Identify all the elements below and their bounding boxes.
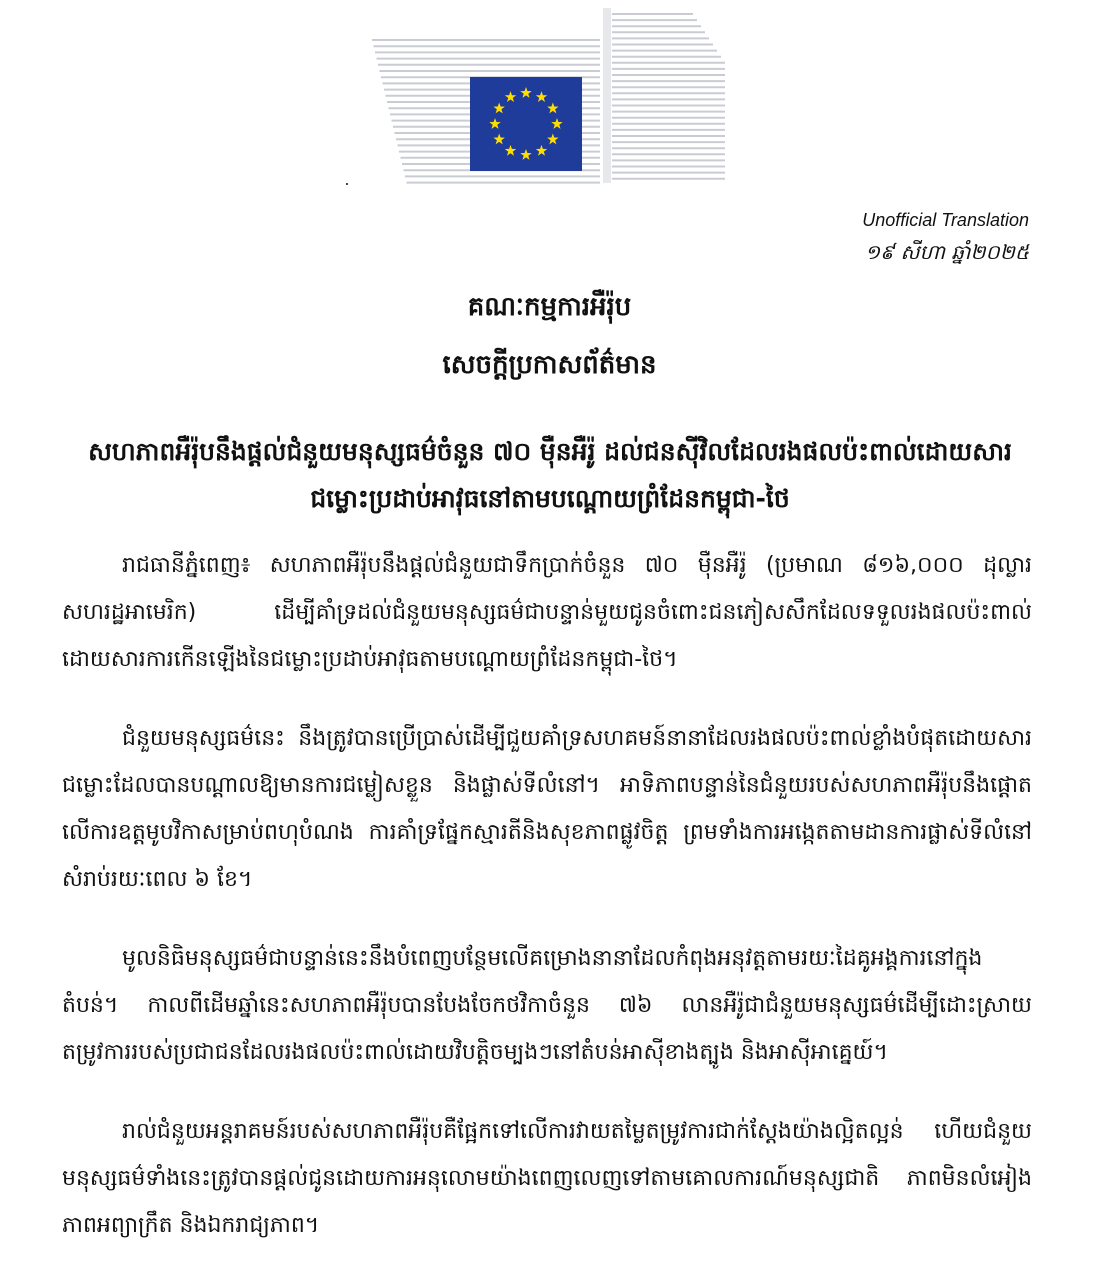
document-title — [0, 282, 1099, 390]
document-type: សេចក្តីប្រកាសព័ត៌មាន — [442, 350, 657, 380]
paragraph-3: មូលនិធិមនុស្សធម៌ជាបន្ទាន់នេះនឹងបំពេញបន្ថែមលើគម្រោងនានាដែលកំពុងអនុវត្តតាមរយៈដៃគូអង្គការនៅក្នុងតំបន់។ កាលពីដើមឆ្នាំនេះសហភាពអឺរ៉ុបបានបែងចែកថវិកាចំនួន ៧៦ លានអឺរ៉ូជាជំនួយមនុស្សធម៌ដើម្បីដោះស្រាយតម្រូវការរបស់ប្រជាជនដែលរងផលប៉ះពាល់ដោយវិបត្តិចម្បងៗនៅតំបន់អាស៊ីខាងត្បូង និងអាស៊ីអាគ្នេយ៍។ — [62, 946, 1032, 1065]
paragraph-1: រាជធានីភ្នំពេញ៖ សហភាពអឺរ៉ុបនឹងផ្តល់ជំនួយជាទឹកប្រាក់ចំនួន ៧០ ម៉ឺនអឺរ៉ូ (ប្រមាណ ៨១៦,០០០ ដុល្លារសហរដ្ឋអាមេរិក) ដើម្បីគាំទ្រដល់ជំនួយមនុស្សធម៌ជាបន្ទាន់មួយជូនចំពោះជនភៀសសឹកដែលទទួលរងផលប៉ះពាល់ដោយសារការកើនឡើងនៃជម្លោះប្រដាប់អាវុធតាមបណ្តោយព្រំដែនកម្ពុជា-ថៃ។ — [62, 553, 1032, 672]
press-release-headline: សហភាពអឺរ៉ុបនឹងផ្តល់ជំនួយមនុស្សធម៌ចំនួន ៧០ ម៉ឺនអឺរ៉ូ ដល់ជនស៊ីវិលដែលរងផលប៉ះពាល់ដោយសារជម្លោះប្រដាប់អាវុធនៅតាមបណ្តោយព្រំដែនកម្ពុជា-ថៃ — [88, 437, 1012, 513]
stray-mark — [346, 183, 348, 185]
translation-note: Unofficial Translation — [862, 210, 1029, 230]
paragraph-4: រាល់ជំនួយអន្តរាគមន៍របស់សហភាពអឺរ៉ុបគឺផ្អែកទៅលើការវាយតម្លៃតម្រូវការជាក់ស្តែងយ៉ាងល្អិតល្អន់ ហើយជំនួយមនុស្សធម៌ទាំងនេះត្រូវបានផ្តល់ជូនដោយការអនុលោមយ៉ាងពេញលេញទៅតាមគោលការណ៍មនុស្សជាតិ ភាពមិនលំអៀង ភាពអព្យាក្រឹត និងឯករាជ្យភាព។ — [62, 1119, 1032, 1238]
document-date: ១៩ សីហា ឆ្នាំ២០២៥ — [864, 240, 1029, 264]
document-meta — [862, 207, 1029, 269]
organization-name: គណៈកម្មការអឺរ៉ុប — [467, 292, 632, 322]
paragraph-2: ជំនួយមនុស្សធម៌នេះ នឹងត្រូវបានប្រើប្រាស់ដើម្បីជួយគាំទ្រសហគមន៍នានាដែលរងផលប៉ះពាល់ខ្លាំងបំផុតដោយសារជម្លោះដែលបានបណ្តាលឱ្យមានការជម្លៀសខ្លួន និងផ្លាស់ទីលំនៅ។ អាទិភាពបន្ទាន់នៃជំនួយរបស់សហភាពអឺរ៉ុបនឹងផ្តោតលើការឧត្តមូបវិកាសម្រាប់ពហុបំណង ការគាំទ្រផ្នែកស្មារតីនិងសុខភាពផ្លូវចិត្ត ព្រមទាំងការអង្កេតតាមដានការផ្លាស់ទីលំនៅសំរាប់រយៈពេល ៦ ខែ។ — [62, 726, 1032, 892]
press-release-body — [62, 542, 1032, 1281]
european-commission-logo — [360, 0, 730, 185]
